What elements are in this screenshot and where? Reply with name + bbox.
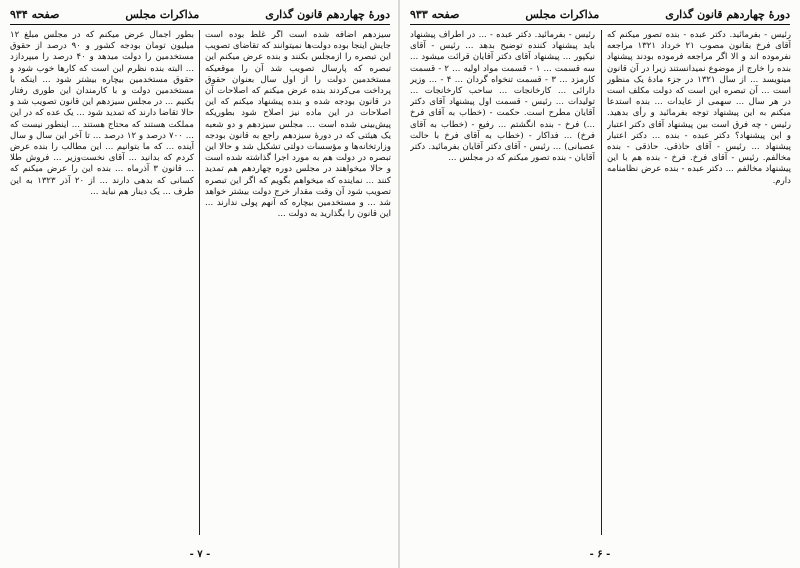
left-header-page-label: صفحه ۹۳۴ <box>10 7 60 21</box>
left-page-column-right <box>205 30 391 538</box>
left-header-title: مذاکرات مجلس <box>125 7 200 21</box>
right-page-number: - ۶ - <box>589 549 611 560</box>
left-page-number: - ۷ - <box>189 549 211 560</box>
right-header-page-label: صفحه ۹۳۳ <box>410 7 460 21</box>
right-header-title: مذاکرات مجلس <box>525 7 600 21</box>
left-column-divider <box>199 30 200 535</box>
right-header-series: دورهٔ چهاردهم قانون گذاری <box>665 7 790 21</box>
right-column-left-text: رئیس - بفرمائید. دکتر عبده - ... در اطراف پیشنهاد باید پیشنهاد کننده توضیح بدهد ... رئیس - آقای نیکپور ... پیشنهاد آقای دکتر آقایان قرائت میشود ... سه قسمت ... ۱ - قسمت مواد اولیه ... ۲ - قسمت کارمزد ... ۳ - قسمت تنخواه گردان ... ۴ - ... وزیر دارائی ... کارخانجات ... ساحب کارخانجات ... تولیدات ... رئیس - قسمت اول پیشنهاد آقای دکتر آقایان مطرح است. حکمت - (خطاب به آقای فرخ ...) فرخ - بنده انگشتم ... رفیع - (خطاب به آقای فرخ) ... فداکار - (خطاب به آقای فرخ با حالت عصبانی) ... رئیس - آقای دکتر آقایان بفرمائید. دکتر آقایان - بنده تصور میکنم که در مجلس ... <box>410 30 595 164</box>
left-page-header <box>10 5 390 23</box>
right-page-column-right <box>607 30 791 538</box>
right-page <box>400 0 800 568</box>
left-page-column-left <box>10 30 194 538</box>
left-column-right-text: سیزدهم اضافه شده است اگر غلط بوده است جایش اینجا بوده دولت‌ها نمیتوانند که تقاضای تصویب این تبصره را ازمجلس بکنند و بنده عرض میکنم این تبصره که پارسال تصویب شد آن را موقعیکه مستخدمین دولت را از اول سال بعنوان حقوق پرداخت می‌کردند بنده عرض میکنم که اصلاحات آن در قانون بودجه شده و بنده پیشنهاد میکنم که این اصلاحات در این ماده نیز اصلاح شود بطوریکه پیش‌بینی شده است ... مجلس سیزدهم و دو شعبه یک هیئتی که در دورهٔ سیزدهم راجع به قانون بودجه وزارتخانه‌ها و مؤسسات دولتی تشکیل شد و حالا این تبصره در دولت هم به مورد اجرا گذاشته شده است و حالا میخواهند در مجلس دوره چهاردهم هم تمدید کنند ... نماینده که میخواهم بگویم که اگر این تبصره تصویب شود آن وقت مقدار خرج دولت بیشتر خواهد شد ... و مستخدمین بیچاره که آنهم پولی ندارند ... این قانون را بگذارید به دولت ... <box>205 30 391 220</box>
left-column-left-text: بطور اجمال عرض میکنم که در مجلس مبلغ ۱۲ میلیون تومان بودجه کشور و ۹۰ درصد از حقوق مستخدمین را دولت میدهد و ۴۰ درصد را میپردازد ... البته بنده نظرم این است که کارها خوب شود و حقوق مستخدمین بیچاره بیشتر شود ... اینکه با مستخدمین دولت و با کارمندان این طوری رفتار بکنیم ... در مجلس سیزدهم این قانون تصویب شد و حالا تقاضا دارند که تمدید شود ... یک عده که در این مملکت هستند که محتاج هستند ... اینطور نیست که ... ۷۰۰ درصد و ۱۲ درصد ... تا آخر این سال و سال آینده ... که ما بتوانیم ... این مطالب را بنده عرض کردم که بدانید ... آقای نخست‌وزیر ... فروش طلا ... قانون ۳ آذرماه ... بنده این را عرض میکنم که کسانی که بدهی دارند ... از ۲۰ آذر ۱۳۲۳ به این طرف ... یک دینار هم نباید ... <box>10 30 194 197</box>
right-page-header <box>410 5 790 23</box>
right-header-rule <box>410 24 790 25</box>
right-column-right-text: رئیس - بفرمائید. دکتر عبده - بنده تصور میکنم که آقای فرخ بقانون مصوب ۲۱ خرداد ۱۳۲۱ مراجعه نفرموده اند و الا اگر مراجعه فرموده بودند پیشنهاد بنده را خارج از موضوع نمیدانستند زیرا در آن قانون مینویسد ... از سال ۱۳۲۱ در جزء مادهٔ یک منظور است ... آن تبصره این است که دولت مکلف است در هر سال ... سهمی از عایدات ... بنده استدعا میکنم به این پیشنهاد توجه بفرمائید و رأی بدهید. رئیس - چه فرق است بین پیشنهاد آقای دکتر اعتبار و این پیشنهاد؟ دکتر عبده - بنده ... دکتر اعتبار پیشنهاد ... رئیس - آقای حاذقی. حاذقی - بنده مخالفم. رئیس - آقای فرخ. فرخ - بنده هم با این پیشنهاد مخالفم ... دکتر عبده - بنده عرض نظامنامه دارم. <box>607 30 791 186</box>
right-column-divider <box>601 30 602 535</box>
left-header-series: دورهٔ چهاردهم قانون گذاری <box>265 7 390 21</box>
left-header-rule <box>10 24 390 25</box>
right-page-column-left <box>410 30 595 538</box>
